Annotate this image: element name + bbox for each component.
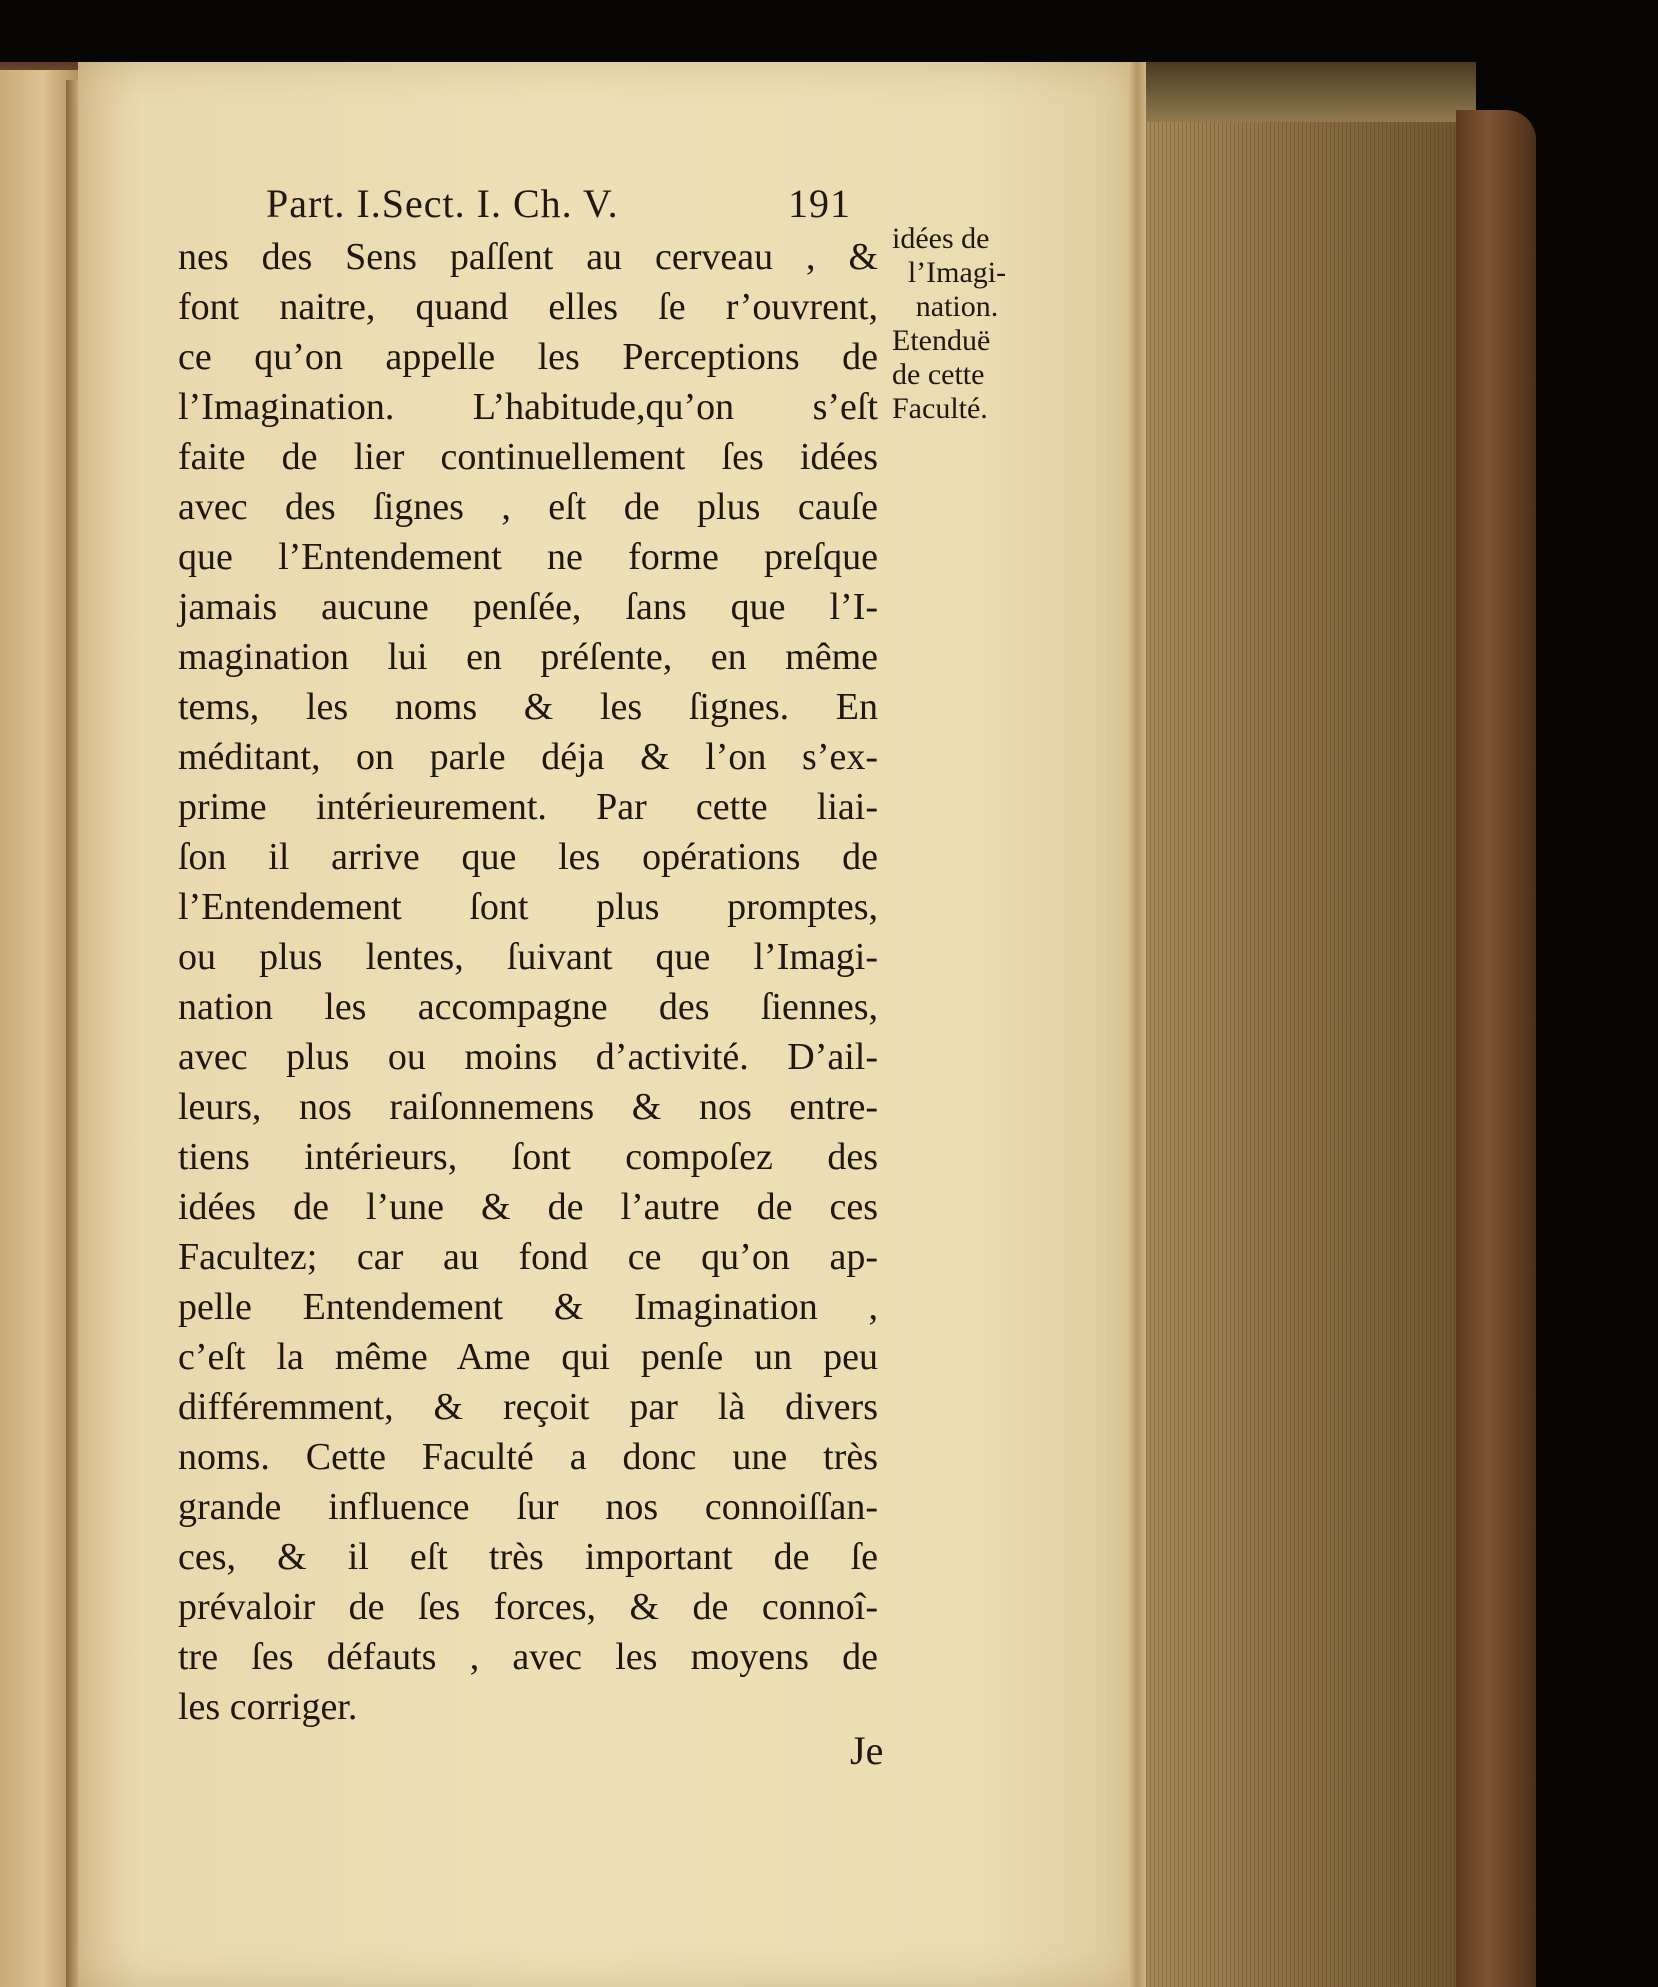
text-line: avec plus ou moins d’activité. D’ail-	[178, 1036, 878, 1078]
text-line: magination lui en préſente, en même	[178, 636, 878, 678]
margin-note-line: Etenduë	[892, 324, 991, 357]
text-line: idées de l’une & de l’autre de ces	[178, 1186, 878, 1228]
text-line: c’eſt la même Ame qui penſe un peu	[178, 1336, 878, 1378]
text-line: l’Entendement ſont plus promptes,	[178, 886, 878, 928]
margin-note-line: nation.	[915, 290, 999, 323]
text-line: tre ſes défauts , avec les moyens de	[178, 1636, 878, 1678]
margin-note	[892, 222, 1022, 426]
text-line: Facultez; car au fond ce qu’on ap-	[178, 1236, 878, 1278]
text-line: méditant, on parle déja & l’on s’ex-	[178, 736, 878, 778]
page-number: 191	[788, 181, 851, 226]
text-line: avec des ſignes , eſt de plus cauſe	[178, 486, 878, 528]
text-line: noms. Cette Faculté a donc une très	[178, 1436, 878, 1478]
margin-note-line: de cette	[892, 358, 985, 391]
text-line: prévaloir de ſes forces, & de connoî-	[178, 1586, 878, 1628]
running-title: Part. I.Sect. I. Ch. V.	[266, 181, 619, 226]
body-text	[178, 232, 878, 1732]
text-line: grande influence ſur nos connoiſſan-	[178, 1486, 878, 1528]
text-line: ce qu’on appelle les Perceptions de	[178, 336, 878, 378]
fore-edge-top	[1146, 62, 1476, 122]
text-line: faite de lier continuellement ſes idées	[178, 436, 878, 478]
text-line: ces, & il eſt très important de ſe	[178, 1536, 878, 1578]
text-line: font naitre, quand elles ſe r’ouvrent,	[178, 286, 878, 328]
right-cover	[1456, 110, 1536, 1987]
fore-edge	[1146, 62, 1466, 1987]
text-line: tiens intérieurs, ſont compoſez des	[178, 1136, 878, 1178]
text-line: que l’Entendement ne forme preſque	[178, 536, 878, 578]
text-line: l’Imagination. L’habitude,qu’on s’eſt	[178, 386, 878, 428]
margin-note-line: idées de	[892, 222, 990, 255]
text-line: ſon il arrive que les opérations de	[178, 836, 878, 878]
text-line: tems, les noms & les ſignes. En	[178, 686, 878, 728]
text-line: pelle Entendement & Imagination ,	[178, 1286, 878, 1328]
margin-note-line: Faculté.	[892, 392, 988, 425]
text-line: nes des Sens paſſent au cerveau , &	[178, 236, 878, 278]
text-line: nation les accompagne des ſiennes,	[178, 986, 878, 1028]
text-line: différemment, & reçoit par là divers	[178, 1386, 878, 1428]
text-line: leurs, nos raiſonnemens & nos entre-	[178, 1086, 878, 1128]
margin-note-line: l’Imagi-	[907, 256, 1007, 289]
page-fold	[1128, 62, 1146, 1987]
text-line: jamais aucune penſée, ſans que l’I-	[178, 586, 878, 628]
text-line: les corriger.	[178, 1686, 358, 1728]
catchword: Je	[850, 1728, 884, 1773]
running-header	[266, 180, 851, 227]
text-line: prime intérieurement. Par cette liai-	[178, 786, 878, 828]
text-line: ou plus lentes, ſuivant que l’Imagi-	[178, 936, 878, 978]
